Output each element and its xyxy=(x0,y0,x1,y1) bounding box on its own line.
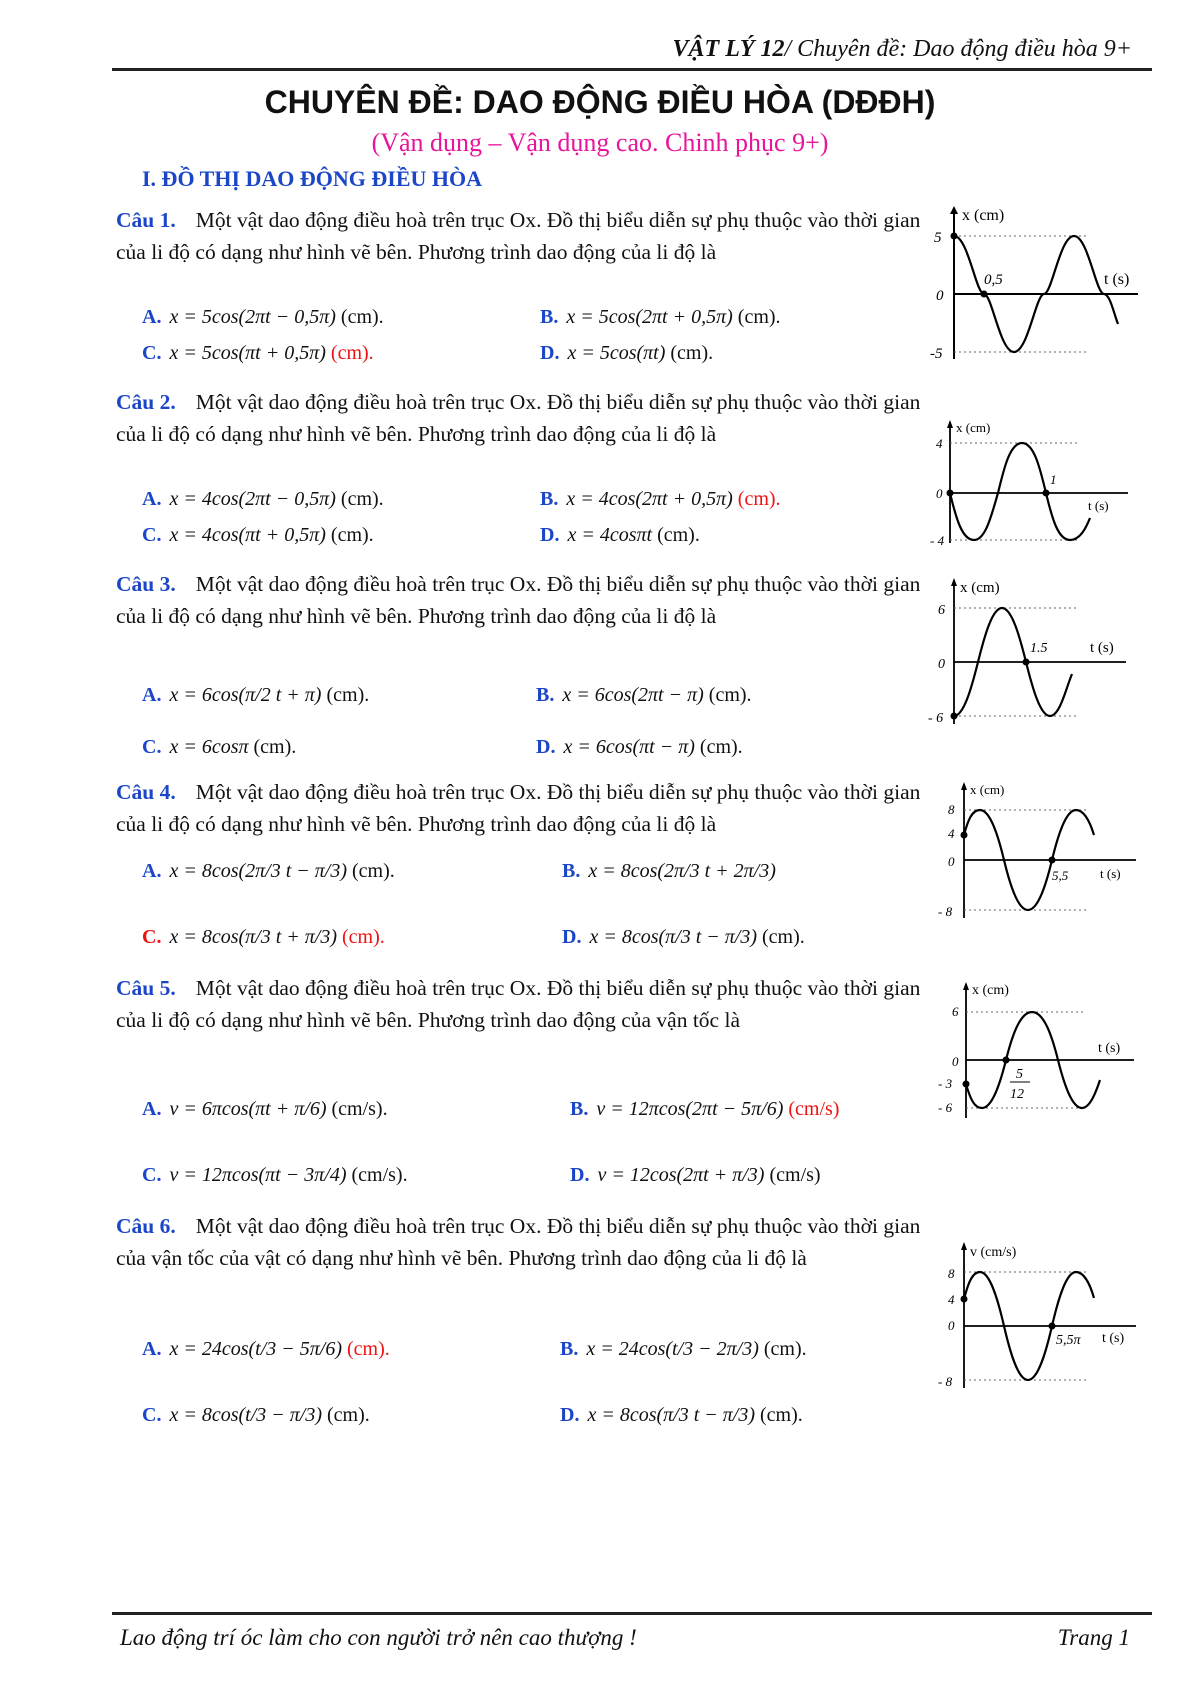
option-c[interactable] xyxy=(142,736,296,759)
option-unit-answer: (cm). xyxy=(330,342,374,364)
y-label: x (cm) xyxy=(972,983,1009,998)
option-label: A. xyxy=(142,488,162,510)
question-3 xyxy=(116,568,936,632)
point-marker xyxy=(947,490,954,497)
option-label: C. xyxy=(142,926,162,948)
option-expr: x = 8cos(t/3 − π/3) xyxy=(169,1404,322,1426)
option-unit: (cm). xyxy=(657,524,700,546)
x-label: t (s) xyxy=(1102,1331,1125,1346)
point-marker xyxy=(1043,490,1050,497)
question-6 xyxy=(116,1210,936,1274)
point-marker xyxy=(951,233,958,240)
option-c[interactable] xyxy=(142,342,374,365)
option-label: A. xyxy=(142,1098,162,1120)
point-marker xyxy=(1023,659,1030,666)
option-b[interactable] xyxy=(560,1338,807,1361)
tick-mark: 5,5 xyxy=(1052,868,1069,883)
point-marker xyxy=(951,713,958,720)
option-unit-answer: (cm). xyxy=(737,488,781,510)
y-label: x (cm) xyxy=(960,580,1000,596)
graph-5 xyxy=(934,980,1154,1130)
header-topic: / Chuyên đề: Dao động điều hòa 9+ xyxy=(784,36,1132,62)
point-marker xyxy=(1049,1323,1056,1330)
option-label: C. xyxy=(142,736,162,758)
option-d[interactable] xyxy=(560,1404,803,1427)
option-b[interactable] xyxy=(570,1098,839,1121)
option-expr: v = 12cos(2πt + π/3) xyxy=(597,1164,765,1186)
option-expr: x = 5cos(2πt + 0,5π) xyxy=(566,306,733,328)
option-expr: x = 24cos(t/3 − 2π/3) xyxy=(586,1338,759,1360)
option-a[interactable] xyxy=(142,1338,390,1361)
option-c[interactable] xyxy=(142,1404,370,1427)
point-marker xyxy=(1003,1057,1010,1064)
option-label: A. xyxy=(142,860,162,882)
section-heading: I. ĐỒ THỊ DAO ĐỘNG ĐIỀU HÒA xyxy=(142,166,483,191)
graph-6 xyxy=(936,1240,1156,1390)
option-unit-answer: (cm/s) xyxy=(788,1098,840,1120)
point-marker xyxy=(1049,857,1056,864)
option-a[interactable] xyxy=(142,860,395,883)
option-label: C. xyxy=(142,1404,162,1426)
option-expr: x = 8cos(π/3 t − π/3) xyxy=(587,1404,756,1426)
option-expr: v = 12πcos(πt − 3π/4) xyxy=(169,1164,347,1186)
option-expr: x = 4cos(2πt + 0,5π) xyxy=(566,488,733,510)
y-arrow-icon xyxy=(947,420,953,428)
y-label: v (cm/s) xyxy=(970,1245,1017,1260)
y-arrow-icon xyxy=(951,578,957,586)
header-text xyxy=(673,36,1132,63)
option-a[interactable] xyxy=(142,488,384,511)
page-title: CHUYÊN ĐỀ: DAO ĐỘNG ĐIỀU HÒA (DĐĐH) xyxy=(264,84,936,120)
option-d[interactable] xyxy=(570,1164,821,1187)
question-5 xyxy=(116,972,936,1036)
point-marker xyxy=(961,1296,968,1303)
question-number: Câu 1. xyxy=(116,208,176,232)
y-label: x (cm) xyxy=(962,207,1005,224)
option-b[interactable] xyxy=(540,306,781,329)
option-expr: v = 12πcos(2πt − 5π/6) xyxy=(596,1098,784,1120)
option-expr: x = 8cos(2π/3 t + 2π/3) xyxy=(588,860,776,882)
option-d[interactable] xyxy=(536,736,743,759)
tick-mark: 1 xyxy=(1050,472,1057,487)
question-4 xyxy=(116,776,946,840)
option-d[interactable] xyxy=(540,342,713,365)
option-unit: (cm). xyxy=(762,926,805,948)
option-unit: (cm). xyxy=(760,1404,803,1426)
option-unit: (cm). xyxy=(708,684,752,706)
question-number: Câu 2. xyxy=(116,390,176,414)
option-label: B. xyxy=(540,488,559,510)
option-label: A. xyxy=(142,1338,162,1360)
option-a[interactable] xyxy=(142,1098,388,1121)
y-arrow-icon xyxy=(961,782,967,790)
option-expr: x = 4cos(2πt − 0,5π) xyxy=(169,488,336,510)
option-expr: x = 6cosπ xyxy=(169,736,249,758)
page-header xyxy=(112,30,1152,71)
header-subject: VẬT LÝ 12 xyxy=(672,36,785,62)
tick-top: 8 xyxy=(948,802,955,817)
option-label: B. xyxy=(540,306,559,328)
x-label: t (s) xyxy=(1088,498,1109,513)
option-unit: (cm). xyxy=(340,306,384,328)
option-label: D. xyxy=(562,926,582,948)
tick-bottom: - 6 xyxy=(928,711,944,726)
tick-mark-num: 5 xyxy=(1016,1067,1023,1082)
option-b[interactable] xyxy=(536,684,752,707)
x-label: t (s) xyxy=(1104,271,1130,288)
graph-1 xyxy=(928,204,1148,364)
option-c[interactable] xyxy=(142,1164,408,1187)
option-c[interactable] xyxy=(142,524,374,547)
option-label: B. xyxy=(536,684,555,706)
tick-zero: 0 xyxy=(948,1318,955,1333)
tick-bottom: - 4 xyxy=(930,533,945,548)
option-expr: x = 5cos(πt + 0,5π) xyxy=(169,342,326,364)
option-expr: x = 8cos(π/3 t + π/3) xyxy=(169,926,338,948)
tick-mid: - 3 xyxy=(938,1076,953,1091)
option-unit: (cm). xyxy=(352,860,395,882)
page-footer xyxy=(112,1612,1152,1650)
tick-mark-den: 12 xyxy=(1010,1087,1024,1102)
option-b[interactable] xyxy=(540,488,781,511)
option-d[interactable] xyxy=(562,926,805,949)
option-b[interactable] xyxy=(562,860,776,883)
page-number: Trang 1 xyxy=(1057,1625,1130,1650)
tick-mid: 4 xyxy=(948,826,955,841)
page-subtitle: (Vận dụng – Vận dụng cao. Chinh phục 9+) xyxy=(371,128,829,157)
option-c[interactable] xyxy=(142,926,385,949)
option-label: C. xyxy=(142,524,162,546)
y-arrow-icon xyxy=(950,206,958,214)
x-label: t (s) xyxy=(1090,640,1114,656)
question-2 xyxy=(116,386,936,450)
option-d[interactable] xyxy=(540,524,700,547)
point-marker xyxy=(961,832,968,839)
option-unit-answer: (cm). xyxy=(347,1338,390,1360)
option-expr: x = 24cos(t/3 − 5π/6) xyxy=(169,1338,342,1360)
question-number: Câu 3. xyxy=(116,572,176,596)
option-expr: x = 4cosπt xyxy=(567,524,653,546)
option-label: D. xyxy=(570,1164,590,1186)
question-text: Một vật dao động điều hoà trên trục Ox. Đồ thị biểu diễn sự phụ thuộc vào thời gian của li độ có dạng như hình vẽ bên. Phương trình dao động của li độ là xyxy=(116,208,921,264)
x-label: t (s) xyxy=(1098,1041,1121,1056)
question-text: Một vật dao động điều hoà trên trục Ox. Đồ thị biểu diễn sự phụ thuộc vào thời gian của li độ có dạng như hình vẽ bên. Phương trình dao động của li độ là xyxy=(116,572,921,628)
tick-top: 8 xyxy=(948,1266,955,1281)
tick-top: 6 xyxy=(938,603,945,618)
option-label: D. xyxy=(536,736,556,758)
tick-top: 4 xyxy=(936,436,943,451)
question-1 xyxy=(116,204,936,268)
point-marker xyxy=(981,291,988,298)
tick-mark: 0,5 xyxy=(984,272,1003,288)
option-expr: x = 6cos(π/2 t + π) xyxy=(169,684,322,706)
option-unit: (cm). xyxy=(763,1338,807,1360)
option-unit: (cm/s). xyxy=(351,1164,408,1186)
tick-bottom: - 6 xyxy=(938,1100,953,1115)
graph-4 xyxy=(936,780,1156,920)
option-unit: (cm). xyxy=(699,736,743,758)
option-unit: (cm). xyxy=(330,524,374,546)
question-text: Một vật dao động điều hoà trên trục Ox. Đồ thị biểu diễn sự phụ thuộc vào thời gian của vận tốc của vật có dạng như hình vẽ bên. Phương trình dao động của li độ là xyxy=(116,1214,921,1270)
option-label: B. xyxy=(570,1098,589,1120)
option-label: D. xyxy=(560,1404,580,1426)
tick-zero: 0 xyxy=(936,288,944,304)
option-unit: (cm). xyxy=(340,488,384,510)
option-a[interactable] xyxy=(142,306,384,329)
option-label: B. xyxy=(562,860,581,882)
question-number: Câu 5. xyxy=(116,976,176,1000)
curve xyxy=(950,443,1090,540)
option-unit: (cm). xyxy=(670,342,714,364)
option-expr: x = 6cos(πt − π) xyxy=(563,736,695,758)
graph-2 xyxy=(928,418,1148,548)
question-text: Một vật dao động điều hoà trên trục Ox. Đồ thị biểu diễn sự phụ thuộc vào thời gian của li độ có dạng như hình vẽ bên. Phương trình dao động của li độ là xyxy=(116,780,921,836)
option-expr: x = 5cos(2πt − 0,5π) xyxy=(169,306,336,328)
option-expr: x = 8cos(2π/3 t − π/3) xyxy=(169,860,348,882)
option-unit: (cm). xyxy=(327,1404,370,1426)
question-text: Một vật dao động điều hoà trên trục Ox. Đồ thị biểu diễn sự phụ thuộc vào thời gian của li độ có dạng như hình vẽ bên. Phương trình dao động của vận tốc là xyxy=(116,976,921,1032)
option-label: A. xyxy=(142,306,162,328)
question-number: Câu 4. xyxy=(116,780,176,804)
option-expr: x = 8cos(π/3 t − π/3) xyxy=(589,926,758,948)
tick-top: 5 xyxy=(934,230,942,246)
option-expr: x = 4cos(πt + 0,5π) xyxy=(169,524,326,546)
option-label: D. xyxy=(540,524,560,546)
graph-3 xyxy=(926,576,1146,726)
option-unit: (cm). xyxy=(326,684,370,706)
option-label: A. xyxy=(142,684,162,706)
tick-zero: 0 xyxy=(938,657,945,672)
option-unit: (cm/s). xyxy=(331,1098,388,1120)
option-label: D. xyxy=(540,342,560,364)
y-arrow-icon xyxy=(963,982,969,990)
option-unit-answer: (cm). xyxy=(342,926,385,948)
tick-zero: 0 xyxy=(952,1054,959,1069)
tick-zero: 0 xyxy=(948,854,955,869)
option-unit: (cm). xyxy=(737,306,781,328)
tick-mid: 4 xyxy=(948,1292,955,1307)
option-expr: x = 6cos(2πt − π) xyxy=(562,684,704,706)
option-expr: v = 6πcos(πt + π/6) xyxy=(169,1098,327,1120)
x-label: t (s) xyxy=(1100,866,1121,881)
tick-bottom: - 8 xyxy=(938,904,953,919)
y-arrow-icon xyxy=(961,1242,967,1250)
footer-motto: Lao động trí óc làm cho con người trở nên cao thượng ! xyxy=(120,1625,637,1650)
tick-top: 6 xyxy=(952,1004,959,1019)
tick-mark: 5,5π xyxy=(1056,1333,1081,1348)
tick-bottom: - 8 xyxy=(938,1374,953,1389)
tick-zero: 0 xyxy=(936,486,943,501)
point-marker xyxy=(963,1081,970,1088)
option-label: B. xyxy=(560,1338,579,1360)
option-expr: x = 5cos(πt) xyxy=(567,342,666,364)
option-a[interactable] xyxy=(142,684,369,707)
option-unit: (cm/s) xyxy=(769,1164,821,1186)
option-label: C. xyxy=(142,342,162,364)
y-label: x (cm) xyxy=(956,420,991,435)
question-text: Một vật dao động điều hoà trên trục Ox. Đồ thị biểu diễn sự phụ thuộc vào thời gian của li độ có dạng như hình vẽ bên. Phương trình dao động của li độ là xyxy=(116,390,921,446)
tick-bottom: -5 xyxy=(930,346,943,362)
option-unit: (cm). xyxy=(253,736,297,758)
question-number: Câu 6. xyxy=(116,1214,176,1238)
y-label: x (cm) xyxy=(970,782,1005,797)
tick-mark: 1.5 xyxy=(1030,641,1048,656)
option-label: C. xyxy=(142,1164,162,1186)
